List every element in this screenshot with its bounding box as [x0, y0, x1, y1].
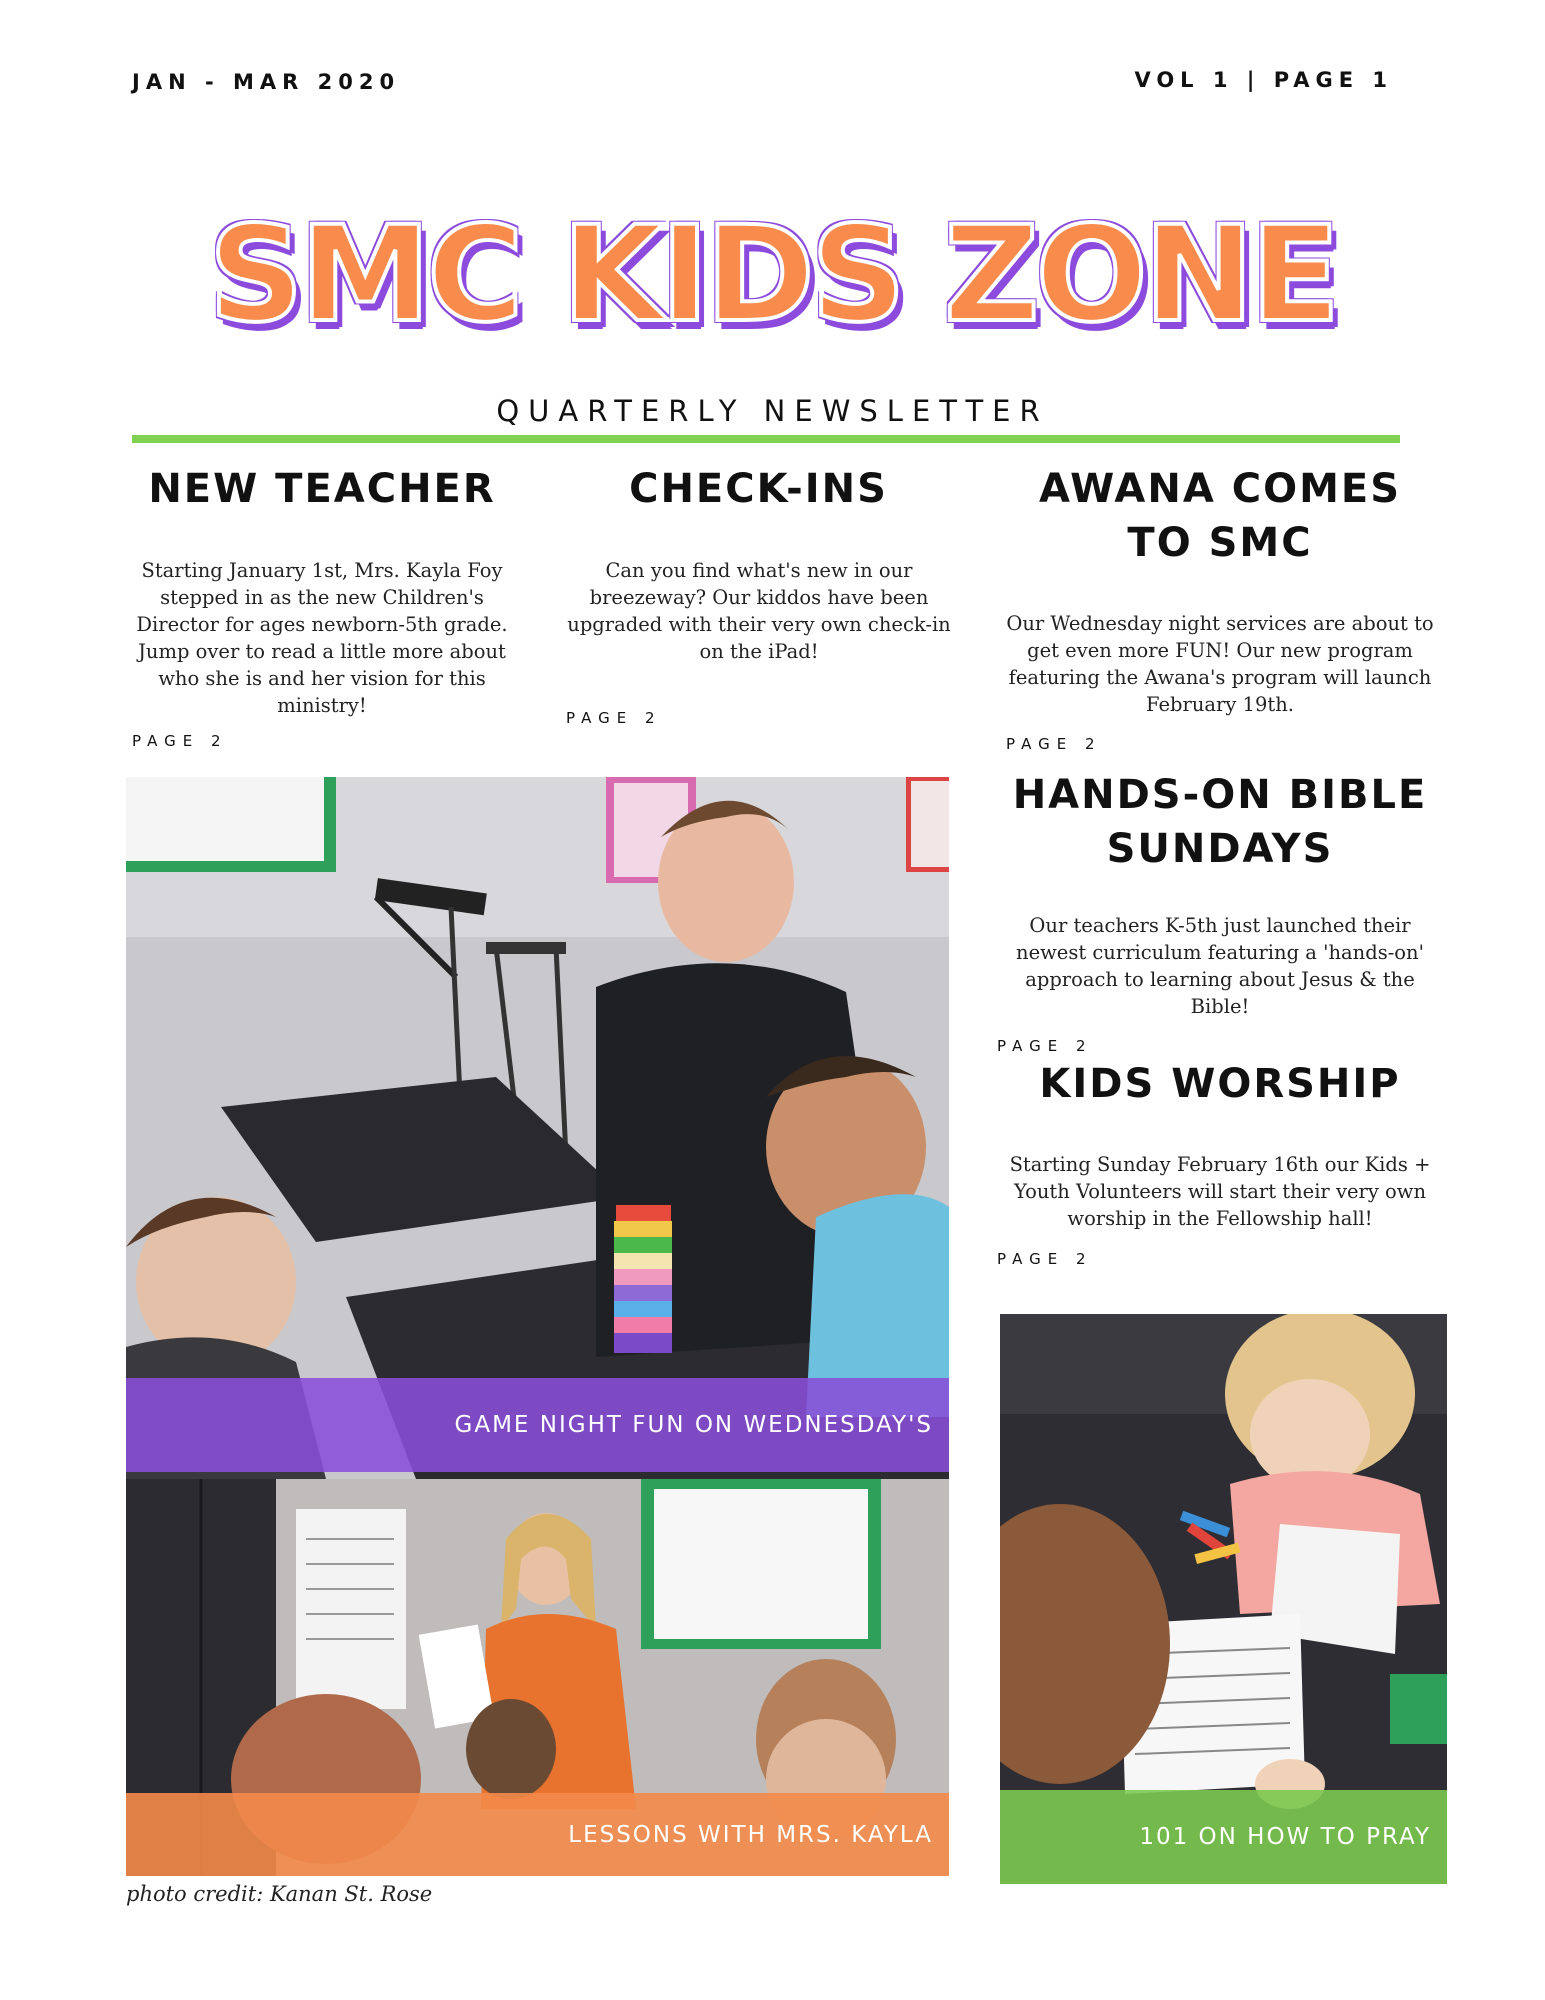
- page-reference[interactable]: PAGE 2: [997, 1250, 1093, 1268]
- article-body: Starting Sunday February 16th our Kids + Youth Volunteers will start their very own worship in the Fellowship hall!: [1009, 1153, 1431, 1230]
- article-body: Can you find what's new in our breezeway? Our kiddos have been upgraded with their very own check-in on the iPad!: [567, 559, 951, 663]
- article-headline: CHECK-INS: [629, 466, 888, 512]
- masthead-subtitle: QUARTERLY NEWSLETTER: [496, 394, 1049, 428]
- photo-caption: 101 ON HOW TO PRAY: [1000, 1790, 1447, 1884]
- photo-caption: LESSONS WITH MRS. KAYLA: [126, 1793, 949, 1876]
- article-headline: NEW TEACHER: [148, 466, 496, 512]
- article-hands-on-bible: [1000, 768, 1440, 876]
- game-night-illustration: [126, 777, 949, 1479]
- photo-how-to-pray: [1000, 1314, 1447, 1884]
- masthead-title: SMC KIDS ZONE: [208, 198, 1337, 352]
- photo-credit: photo credit: Kanan St. Rose: [126, 1882, 433, 1906]
- article-new-teacher: [132, 462, 512, 516]
- photo-game-night: [126, 777, 949, 1479]
- green-divider: [132, 435, 1400, 443]
- page-reference[interactable]: PAGE 2: [1006, 735, 1102, 753]
- article-kids-worship: [1020, 1057, 1420, 1111]
- page-reference[interactable]: PAGE 2: [132, 732, 228, 750]
- photo-lessons: [126, 1479, 949, 1876]
- article-awana: [1020, 462, 1420, 570]
- article-body: Our teachers K-5th just launched their newest curriculum featuring a 'hands-on' approach to learning about Jesus & the Bible!: [1016, 914, 1424, 1018]
- article-headline: AWANA COMES TO SMC: [1038, 466, 1402, 566]
- article-body: Starting January 1st, Mrs. Kayla Foy stepped in as the new Children's Director for ages newborn-5th grade. Jump over to read a little more about who she is and her vision for this ministry!: [136, 559, 508, 717]
- article-headline: HANDS-ON BIBLE SUNDAYS: [1012, 772, 1428, 872]
- article-headline: KIDS WORSHIP: [1039, 1061, 1401, 1107]
- photo-caption: GAME NIGHT FUN ON WEDNESDAY'S: [126, 1378, 949, 1472]
- date-range: JAN - MAR 2020: [132, 70, 401, 94]
- page-reference[interactable]: PAGE 2: [566, 709, 662, 727]
- volume-page: VOL 1 | PAGE 1: [1134, 68, 1393, 92]
- article-body: Our Wednesday night services are about to get even more FUN! Our new program featuring the Awana's program will launch February 19th.: [1006, 612, 1434, 716]
- page-reference[interactable]: PAGE 2: [997, 1037, 1093, 1055]
- article-check-ins: [566, 462, 951, 516]
